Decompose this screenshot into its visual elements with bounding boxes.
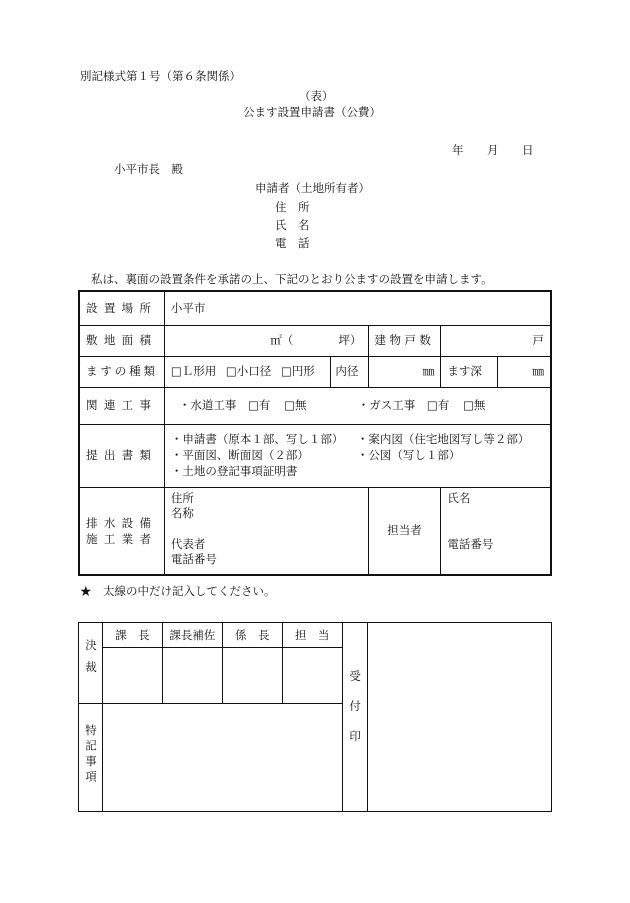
contractor-address-label: 住所 (170, 490, 194, 505)
location-label: 設置場所 (79, 291, 164, 325)
basin-type-label: ますの種類 (79, 356, 164, 387)
receipt-stamp-label: 受付印 (348, 670, 363, 760)
basin-depth-label: ます深 (441, 356, 498, 387)
stamp-staff[interactable] (282, 648, 342, 704)
basin-depth-field[interactable] (497, 356, 551, 387)
document-item: ・平面図、断面図（２部） (170, 447, 309, 462)
documents-label: 提出書類 (79, 424, 164, 487)
gas-yes-checkbox[interactable] (427, 398, 438, 412)
page-title: 公ます設置申請書（公費） (243, 105, 381, 119)
side-label: （表） (299, 89, 334, 103)
contractor-phone-label: 電話番号 (170, 551, 217, 566)
basin-depth-unit: ㎜ (532, 364, 544, 378)
basin-small-checkbox[interactable] (226, 364, 237, 378)
contact-phone-label: 電話番号 (447, 536, 494, 551)
row-related-work (79, 387, 551, 424)
basin-type-options (164, 356, 330, 387)
addressee: 小平市長 殿 (114, 162, 183, 176)
sqm-unit: ㎡（ (270, 333, 294, 347)
gas-work-label: ・ガス工事 (357, 398, 416, 412)
contractor-rep-label: 代表者 (170, 536, 206, 551)
date-year: 年 (452, 143, 464, 157)
contractor-label-line2: 施工業者 (86, 531, 158, 546)
contractor-label (79, 487, 164, 575)
document-item: ・申請書（原本１部、写し１部） (170, 431, 344, 446)
decision-label: 決裁 (83, 639, 98, 683)
site-area-label: 敷地面積 (79, 325, 164, 356)
basin-small-label: 小口径 (236, 364, 272, 378)
document-item: ・土地の登記事項証明書 (170, 463, 298, 478)
date-day: 日 (522, 143, 534, 157)
row-location (79, 291, 551, 325)
inner-diameter-unit: ㎜ (422, 364, 435, 378)
person-in-charge-label: 担当者 (368, 487, 441, 575)
applicant-phone-label: 電 話 (275, 236, 310, 250)
row-contractor (79, 487, 551, 575)
stamp-section-chief[interactable] (102, 648, 162, 704)
households-unit: 戸 (532, 333, 544, 347)
contact-info-field[interactable] (441, 487, 551, 575)
location-value: 小平市 (170, 300, 206, 315)
tsubo-unit: 坪） (338, 333, 362, 347)
intro-text: 私は、裏面の設置条件を承諾の上、下記のとおり公ますの設置を申請します。 (91, 272, 493, 286)
related-work-label: 関連工事 (79, 387, 164, 424)
special-notes-field[interactable] (102, 704, 342, 812)
water-yes-label: 有 (258, 398, 271, 412)
contractor-label-line1: 排水設備 (86, 515, 158, 530)
special-notes-label-cell (79, 704, 103, 812)
applicant-name-label: 氏 名 (275, 218, 310, 232)
document-item: ・案内図（住宅地図写し等２部） (356, 431, 530, 446)
decision-label-cell (79, 623, 103, 704)
row-basin-type (79, 356, 551, 387)
inner-diameter-label: 内径 (331, 356, 368, 387)
documents-list (164, 424, 551, 487)
fill-note: ★ 太線の中だけ記入してください。 (80, 584, 276, 598)
contact-name-label: 氏名 (447, 490, 471, 505)
row-documents (79, 424, 551, 487)
document-item: ・公図（写し１部） (356, 447, 461, 462)
date-month: 月 (487, 143, 499, 157)
row-site-area (79, 325, 551, 356)
form-number: 別記様式第１号（第６条関係） (80, 69, 241, 83)
role-deputy-chief: 課長補佐 (162, 623, 222, 648)
gas-yes-label: 有 (437, 398, 450, 412)
location-field[interactable] (164, 291, 551, 325)
households-field[interactable] (441, 325, 551, 356)
water-work-label: ・水道工事 (178, 398, 237, 412)
role-staff: 担 当 (282, 623, 342, 648)
gas-no-label: 無 (473, 398, 486, 412)
approval-table (78, 622, 552, 812)
contractor-info-field[interactable] (164, 487, 368, 575)
basin-l-label: Ｌ形用 (181, 364, 217, 378)
role-section-chief: 課 長 (102, 623, 162, 648)
approval-header-row (79, 623, 552, 648)
water-no-checkbox[interactable] (284, 398, 295, 412)
stamp-unit-chief[interactable] (222, 648, 282, 704)
contractor-company-label: 名称 (170, 505, 194, 520)
gas-no-checkbox[interactable] (463, 398, 474, 412)
applicant-heading: 申請者（土地所有者） (255, 181, 370, 195)
water-no-label: 無 (294, 398, 307, 412)
stamp-deputy-chief[interactable] (162, 648, 222, 704)
special-notes-label: 特記事項 (83, 724, 98, 787)
related-work-options (164, 387, 551, 424)
households-label: 建物戸数 (368, 325, 441, 356)
basin-round-checkbox[interactable] (281, 364, 292, 378)
applicant-address-label: 住 所 (275, 200, 310, 214)
site-area-field[interactable] (164, 325, 368, 356)
receipt-stamp-area[interactable] (367, 623, 551, 812)
receipt-label-cell (342, 623, 367, 812)
inner-diameter-field[interactable] (368, 356, 441, 387)
basin-round-label: 円形 (291, 364, 315, 378)
role-unit-chief: 係 長 (222, 623, 282, 648)
application-form-table (78, 290, 552, 576)
water-yes-checkbox[interactable] (248, 398, 259, 412)
basin-l-checkbox[interactable] (171, 364, 182, 378)
